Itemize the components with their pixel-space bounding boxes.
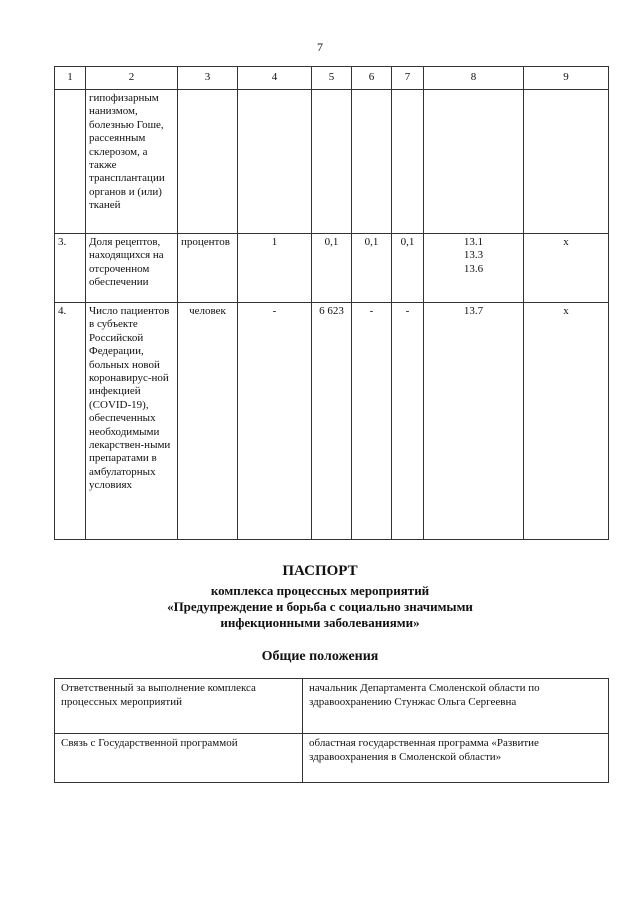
passport-subtitle-line: инфекционными заболеваниями» <box>220 615 420 630</box>
column-header: 7 <box>392 67 424 90</box>
value-col4: 1 <box>271 236 278 248</box>
value-col5: 6 623 <box>319 305 344 317</box>
value-col7: 0,1 <box>400 236 415 248</box>
passport-subtitle-line: «Предупреждение и борьба с социально значимыми <box>167 599 473 614</box>
value-col5: 0,1 <box>324 236 339 248</box>
value-col6 <box>352 90 391 94</box>
table-row <box>55 679 609 734</box>
value-col5 <box>312 90 351 94</box>
table-header-row <box>55 67 609 90</box>
value-col4 <box>238 90 311 94</box>
row-number: 3. <box>58 236 67 248</box>
row-number: 4. <box>58 305 67 317</box>
row-number <box>55 90 85 94</box>
value-col9: x <box>563 305 569 317</box>
section-heading: Общие положения <box>261 649 379 664</box>
column-header: 5 <box>312 67 352 90</box>
value-col4: - <box>272 305 277 317</box>
column-header: 3 <box>178 67 238 90</box>
passport-subtitle <box>0 583 640 631</box>
table-row <box>55 734 609 783</box>
field-value: областная государственная программа «Развитие здравоохранения в Смоленской области» <box>303 734 609 783</box>
unit <box>178 90 237 94</box>
indicator-name: гипофизарным нанизмом, болезнью Гоше, рассеянным склерозом, а также трансплантации органов и (или) тканей <box>89 92 165 212</box>
indicator-name: Доля рецептов, находящихся на отсроченном обеспечении <box>89 236 164 289</box>
value-col6: - <box>369 305 374 317</box>
indicator-name: Число пациентов в субъекте Российской Федерации, больных новой коронавирус-ной инфекцией (COVID-19), обеспеченных необходимыми лекарствен-ными препаратами в амбулаторных условиях <box>89 305 171 492</box>
column-header: 8 <box>424 67 524 90</box>
field-label: Связь с Государственной программой <box>55 734 303 783</box>
table-row <box>55 90 609 234</box>
table-row <box>55 303 609 540</box>
page-number: 7 <box>317 40 323 54</box>
column-header: 1 <box>55 67 86 90</box>
column-header: 2 <box>86 67 178 90</box>
passport-title: ПАСПОРТ <box>282 563 358 579</box>
value-col8: 13.1 13.3 13.6 <box>463 236 484 275</box>
value-col8: 13.7 <box>463 305 484 317</box>
column-header: 9 <box>524 67 609 90</box>
value-col7: - <box>405 305 410 317</box>
value-col6: 0,1 <box>364 236 379 248</box>
field-value: начальник Департамента Смоленской области по здравоохранению Стунжас Ольга Сергеевна <box>303 679 609 734</box>
unit: человек <box>189 305 226 317</box>
passport-subtitle-line: комплекса процессных мероприятий <box>210 583 430 598</box>
value-col7 <box>392 90 423 94</box>
general-info-table <box>54 678 609 783</box>
value-col8 <box>424 90 523 94</box>
column-header: 6 <box>352 67 392 90</box>
unit: процентов <box>181 236 230 248</box>
value-col9 <box>524 90 608 94</box>
table-row <box>55 234 609 303</box>
column-header: 4 <box>238 67 312 90</box>
value-col9: x <box>563 236 569 248</box>
field-label: Ответственный за выполнение комплекса процессных мероприятий <box>55 679 303 734</box>
indicator-table <box>54 66 609 540</box>
